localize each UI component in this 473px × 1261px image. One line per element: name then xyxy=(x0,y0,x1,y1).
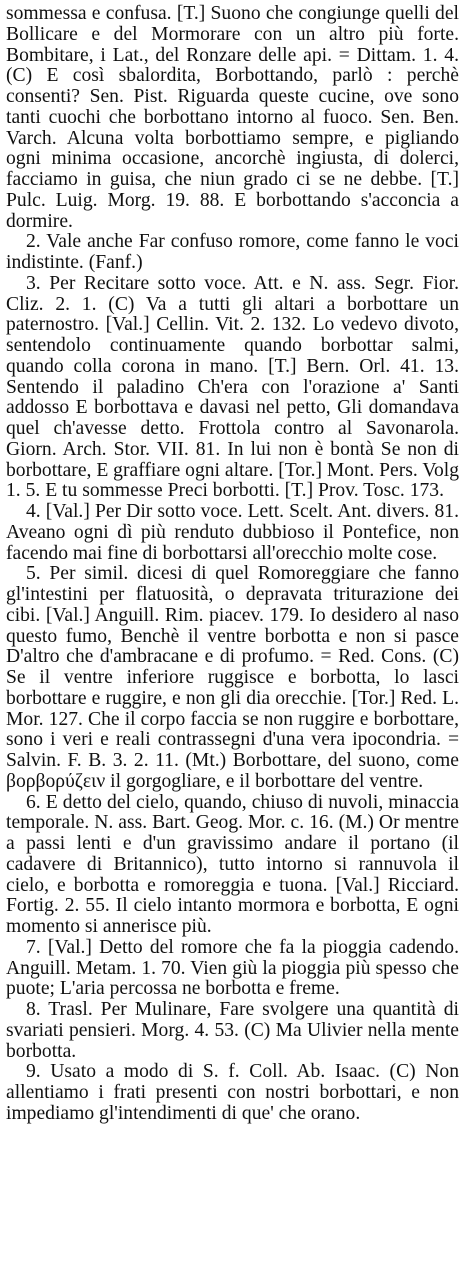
sense-3: 3. Per Recitare sotto voce. Att. e N. ass. Segr. Fior. Cliz. 2. 1. (C) Va a tutti gli altari a borbottare un paternostro. [Val.] Cellin. Vit. 2. 132. Lo vedevo divoto, sentendolo continuamente quando borbottar salmi, quando colla corona in mano. [T.] Bern. Orl. 41. 13. Sentendo il paladino Ch'era con l'orazione a' Santi addosso E borbottava e davasi nel petto, Gli domandava quel ch'avesse detto. Frottola contro al Savonarola. Giorn. Arch. Stor. VII. 81. In lui non è bontà Se non di borbottare, E graffiare ogni altare. [Tor.] Mont. Pers. Volg 1. 5. E tu sommesse Preci borbotti. [T.] Prov. Tosc. 173. xyxy=(6,272,459,502)
sense-8: 8. Trasl. Per Mulinare, Fare svolgere una quantità di svariati pensieri. Morg. 4. 53. (C) Ma Ulivier nella mente borbotta. xyxy=(6,999,459,1062)
sense-5: 5. Per simil. dicesi di quel Romoreggiare che fanno gl'intestini per flatuosità, o depravata triturazione dei cibi. [Val.] Anguill. Rim. piacev. 179. Io desidero al naso questo fumo, Benchè il ventre borbotta e non si pasce D'altro che d'ambracane e di profumo. = Red. Cons. (C) Se il ventre inferiore ruggisce e borbotta, lo lasci borbottare e ruggire, e non gli dia orecchie. [Tor.] Red. L. Mor. 127. Che il corpo faccia se non ruggire e borbottare, sono i veri e reali contrassegni d'una vera ipocondria. = Salvin. F. B. 3. 2. 11. (Mt.) Borbottare, del suono, come βορβορύζειν il gorgogliare, e il borbottare del ventre. xyxy=(6,563,459,792)
sense-2: 2. Vale anche Far confuso romore, come fanno le voci indistinte. (Fanf.) xyxy=(6,231,459,273)
sense-4: 4. [Val.] Per Dir sotto voce. Lett. Scelt. Ant. divers. 81. Aveano ogni dì più renduto dubbioso il Pontefice, non facendo mai fine di borbottarsi all'orecchio molte cose. xyxy=(6,501,459,564)
sense-9: 9. Usato a modo di S. f. Coll. Ab. Isaac. (C) Non allentiamo i frati presenti con nostri borbottari, e non impediamo gl'intendimenti di que' che orano. xyxy=(6,1061,459,1124)
sense-7: 7. [Val.] Detto del romore che fa la pioggia cadendo. Anguill. Metam. 1. 70. Vien giù la pioggia più spesso che puote; L'aria percossa ne borbotta e freme. xyxy=(6,936,459,1000)
sense-6: 6. E detto del cielo, quando, chiuso di nuvoli, minaccia temporale. N. ass. Bart. Geog. Mor. c. 16. (M.) Or mentre a passi lenti e d'un gravissimo andare il portano (il cadavere di Britannico), tutto intorno si rannuvola il cielo, e borbotta e romoreggia e tuona. [Val.] Ricciard. Fortig. 2. 55. Il cielo intanto mormora e borbotta, E ogni momento si annerisce più. xyxy=(6,791,459,937)
entry-continuation: sommessa e confusa. [T.] Suono che congiunge quelli del Bollicare e del Mormorare con un altro più forte. Bombitare, i Lat., del Ronzare delle api. = Dittam. 1. 4. (C) E così sbalordita, Borbottando, parlò : perchè consenti? Sen. Pist. Riguarda queste cucine, ove sono tanti cuochi che borbottano intorno al fuoco. Sen. Ben. Varch. Alcuna volta borbottiamo sempre, e pigliando ogni minima occasione, ancorchè ingiusta, di dolerci, facciamo in guisa, che niun grado ci se ne debbe. [T.] Pulc. Luig. Morg. 19. 88. E borbottando s'acconcia a dormire. xyxy=(6,3,459,232)
